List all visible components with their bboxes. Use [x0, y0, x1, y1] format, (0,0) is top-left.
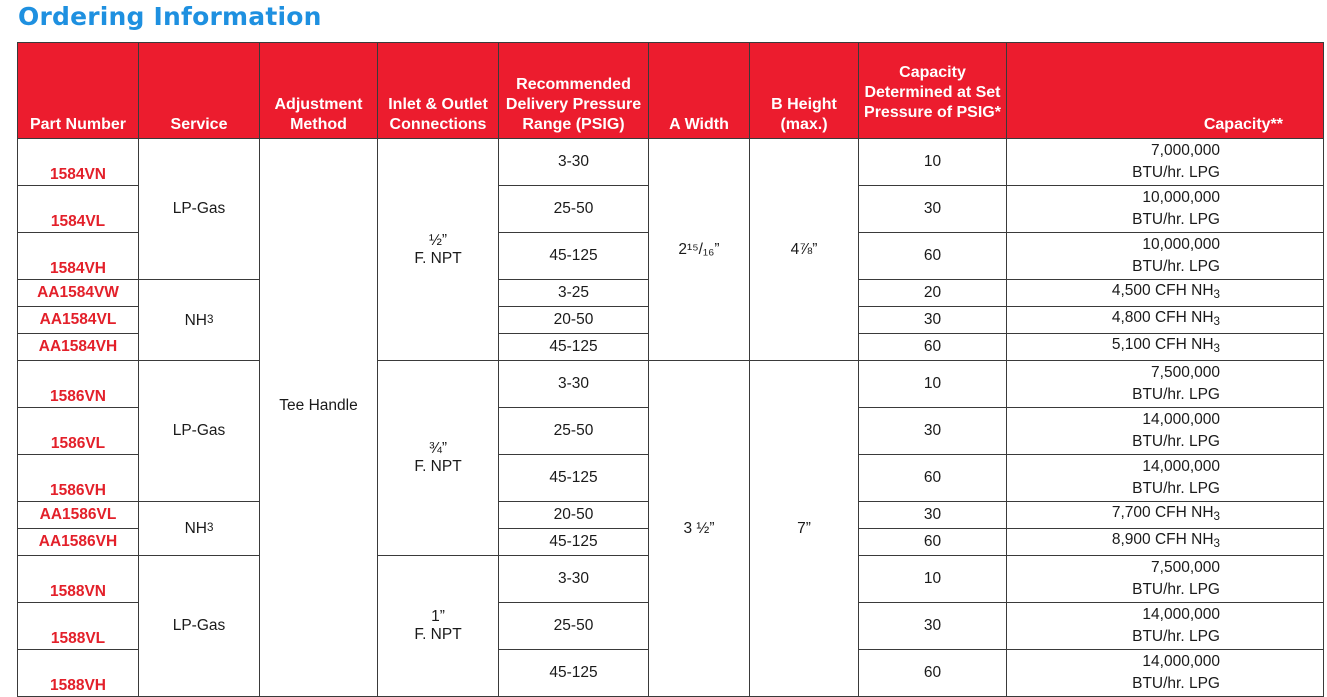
b-height-cell: 7” — [750, 361, 859, 697]
set-pressure-cell: 60 — [859, 334, 1007, 361]
set-pressure-cell: 60 — [859, 233, 1007, 280]
connection-cell: ½” F. NPT — [378, 139, 499, 361]
set-pressure-cell: 10 — [859, 556, 1007, 603]
header-a-width: A Width — [649, 43, 750, 139]
a-width-cell: 2¹⁵/₁₆” — [649, 139, 750, 361]
part-number: AA1584VL — [18, 307, 139, 334]
part-number: 1588VL — [18, 603, 139, 650]
table-body — [18, 139, 1324, 697]
table-row — [18, 139, 1324, 186]
pressure-range-cell: 3-25 — [499, 280, 649, 307]
capacity-cell: 14,000,000 BTU/hr. LPG — [1007, 408, 1324, 455]
header-capacity: Capacity** — [1007, 43, 1324, 139]
pressure-range-cell: 3-30 — [499, 361, 649, 408]
capacity-cell: 5,100 CFH $NH_3$ — [1007, 334, 1324, 361]
capacity-cell: 10,000,000 BTU/hr. LPG — [1007, 233, 1324, 280]
pressure-range-cell: 45-125 — [499, 334, 649, 361]
capacity-cell: 14,000,000 BTU/hr. LPG — [1007, 650, 1324, 697]
set-pressure-cell: 30 — [859, 408, 1007, 455]
set-pressure-cell: 60 — [859, 455, 1007, 502]
set-pressure-cell: 10 — [859, 361, 1007, 408]
page-title: Ordering Information — [18, 2, 322, 31]
part-number: 1586VN — [18, 361, 139, 408]
part-number: 1588VH — [18, 650, 139, 697]
table-row — [18, 361, 1324, 408]
part-number: 1586VL — [18, 408, 139, 455]
service-cell: $NH^3$ — [139, 502, 260, 556]
connection-cell: 1” F. NPT — [378, 556, 499, 697]
capacity-cell: 4,800 CFH $NH_3$ — [1007, 307, 1324, 334]
set-pressure-cell: 60 — [859, 650, 1007, 697]
part-number: AA1586VL — [18, 502, 139, 529]
service-cell: LP-Gas — [139, 361, 260, 502]
header-service: Service — [139, 43, 260, 139]
pressure-range-cell: 25-50 — [499, 408, 649, 455]
ordering-table — [17, 42, 1324, 697]
pressure-range-cell: 3-30 — [499, 556, 649, 603]
capacity-cell: 10,000,000 BTU/hr. LPG — [1007, 186, 1324, 233]
pressure-range-cell: 3-30 — [499, 139, 649, 186]
set-pressure-cell: 30 — [859, 307, 1007, 334]
pressure-range-cell: 45-125 — [499, 233, 649, 280]
service-cell: LP-Gas — [139, 139, 260, 280]
header-capacity-set-pressure: Capacity Determined at Set Pressure of PSIG* — [859, 43, 1007, 139]
set-pressure-cell: 30 — [859, 186, 1007, 233]
capacity-cell: 14,000,000 BTU/hr. LPG — [1007, 603, 1324, 650]
service-cell: $NH^3$ — [139, 280, 260, 361]
set-pressure-cell: 10 — [859, 139, 1007, 186]
header-pressure-range: Recommended Delivery Pressure Range (PSIG) — [499, 43, 649, 139]
header-b-height: B Height (max.) — [750, 43, 859, 139]
capacity-cell: 7,500,000 BTU/hr. LPG — [1007, 556, 1324, 603]
pressure-range-cell: 20-50 — [499, 307, 649, 334]
pressure-range-cell: 45-125 — [499, 650, 649, 697]
pressure-range-cell: 45-125 — [499, 529, 649, 556]
a-width-cell: 3 ½” — [649, 361, 750, 697]
capacity-cell: 8,900 CFH $NH_3$ — [1007, 529, 1324, 556]
set-pressure-cell: 30 — [859, 603, 1007, 650]
capacity-cell: 7,500,000 BTU/hr. LPG — [1007, 361, 1324, 408]
pressure-range-cell: 25-50 — [499, 186, 649, 233]
part-number: 1584VN — [18, 139, 139, 186]
header-connections: Inlet & Outlet Connections — [378, 43, 499, 139]
part-number: AA1584VW — [18, 280, 139, 307]
pressure-range-cell: 25-50 — [499, 603, 649, 650]
set-pressure-cell: 60 — [859, 529, 1007, 556]
part-number: 1584VL — [18, 186, 139, 233]
header-adjustment-method: Adjustment Method — [260, 43, 378, 139]
adjustment-method-cell: Tee Handle — [260, 139, 378, 697]
connection-cell: ¾” F. NPT — [378, 361, 499, 556]
service-cell: LP-Gas — [139, 556, 260, 697]
capacity-cell: 4,500 CFH $NH_3$ — [1007, 280, 1324, 307]
set-pressure-cell: 30 — [859, 502, 1007, 529]
pressure-range-cell: 20-50 — [499, 502, 649, 529]
set-pressure-cell: 20 — [859, 280, 1007, 307]
capacity-cell: 7,000,000 BTU/hr. LPG — [1007, 139, 1324, 186]
part-number: AA1586VH — [18, 529, 139, 556]
header-part-number: Part Number — [18, 43, 139, 139]
table-header — [18, 43, 1324, 139]
capacity-cell: 14,000,000 BTU/hr. LPG — [1007, 455, 1324, 502]
b-height-cell: 4⅞” — [750, 139, 859, 361]
part-number: 1586VH — [18, 455, 139, 502]
part-number: 1584VH — [18, 233, 139, 280]
pressure-range-cell: 45-125 — [499, 455, 649, 502]
part-number: 1588VN — [18, 556, 139, 603]
capacity-cell: 7,700 CFH $NH_3$ — [1007, 502, 1324, 529]
part-number: AA1584VH — [18, 334, 139, 361]
